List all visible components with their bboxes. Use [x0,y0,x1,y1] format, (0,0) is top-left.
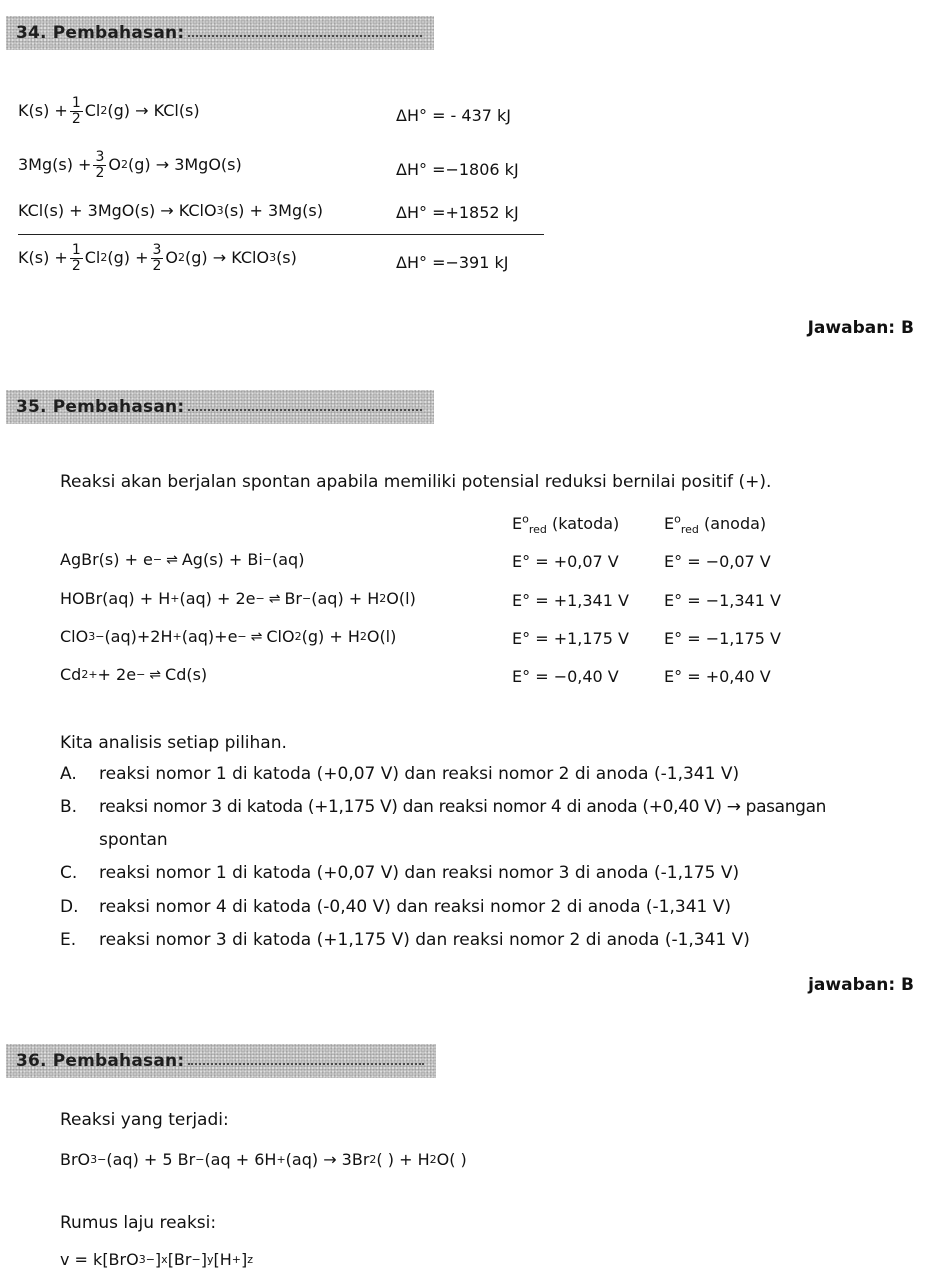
reaction-34-2: 3Mg(s) + $\frac{3}{2}$ O 2 (g) → 3MgO(s) [18,149,242,181]
reaction-34-total: K(s) + $\frac{1}{2}$ Cl 2 (g) + $\frac{3}{2}$ O 2 (g) → KClO 3 (s) [18,242,297,274]
potential-katoda: E° = −0,40 V [512,667,619,686]
potential-anoda: E° = −1,175 V [664,629,781,648]
equilibrium-arrow-icon: ⇌ [166,552,178,568]
section-36-header [6,1044,436,1078]
option-letter-c: C. [60,863,78,883]
option-text-d: reaksi nomor 4 di katoda (-0,40 V) dan reaksi nomor 2 di anoda (-1,341 V) [99,897,731,917]
dotted-leader [188,1063,424,1065]
potential-katoda: E° = +0,07 V [512,552,619,571]
enthalpy-34-2: ΔH° =−1806 kJ [396,160,519,179]
option-letter-e: E. [60,930,77,950]
equilibrium-arrow-icon: ⇌ [149,667,162,683]
option-letter-b: B. [60,797,78,817]
reaction-label: Reaksi yang terjadi: [60,1110,229,1130]
section-title: Pembahasan: [52,1051,185,1071]
dotted-leader [188,409,422,411]
option-text-b-cont: spontan [99,830,168,850]
sum-line [18,234,544,235]
dotted-leader [188,35,422,37]
col-header-katoda: $E^o_{red}$ (katoda) [512,512,620,537]
reduction-reaction-4: Cd 2+ + 2e − ⇌ Cd(s) [60,665,208,684]
section-35-header [6,390,434,424]
enthalpy-34-3: ΔH° =+1852 kJ [396,203,519,222]
reduction-reaction-3: ClO 3 − (aq)+2H + (aq)+e − ⇌ ClO 2 (g) + H 2 O(l) [60,627,397,646]
intro-text: Reaksi akan berjalan spontan apabila memiliki potensial reduksi bernilai positif (+). [60,472,772,492]
equilibrium-arrow-icon: ⇌ [250,629,263,645]
potential-anoda: E° = +0,40 V [664,667,771,686]
reduction-reaction-1: AgBr(s) + e − ⇌ Ag(s) + Bi − (aq) [60,550,305,569]
equilibrium-arrow-icon: ⇌ [268,591,281,607]
potential-anoda: E° = −1,341 V [664,591,781,610]
reaction-34-1: K(s) + $\frac{1}{2}$ Cl 2 (g) → KCl(s) [18,95,200,127]
section-number: 34. [16,23,47,43]
section-number: 36. [16,1051,47,1071]
potential-anoda: E° = −0,07 V [664,552,771,571]
answer-34: Jawaban: B [807,318,914,338]
section-number: 35. [16,397,47,417]
reaction-34-3: KCl(s) + 3MgO(s) → KClO 3 (s) + 3Mg(s) [18,201,323,220]
enthalpy-34-total: ΔH° =−391 kJ [396,253,509,272]
option-letter-d: D. [60,897,79,917]
option-text-c: reaksi nomor 1 di katoda (+0,07 V) dan reaksi nomor 3 di anoda (-1,175 V) [99,863,740,883]
analysis-text: Kita analisis setiap pilihan. [60,733,287,753]
option-text-b: reaksi nomor 3 di katoda (+1,175 V) dan reaksi nomor 4 di anoda (+0,40 V) → pasangan [99,797,827,817]
potential-katoda: E° = +1,175 V [512,629,629,648]
enthalpy-34-1: ΔH° = - 437 kJ [396,106,512,125]
rate-law-equation: v = k[BrO 3 − ] x [Br − ] y [H + ] z [60,1250,253,1269]
option-letter-a: A. [60,764,77,784]
potential-katoda: E° = +1,341 V [512,591,629,610]
overall-reaction: BrO 3 − (aq) + 5 Br − (aq + 6H + (aq) → 3Br 2 ( ) + H 2 O( ) [60,1150,467,1169]
answer-35: jawaban: B [808,975,914,995]
section-title: Pembahasan: [52,23,185,43]
reduction-reaction-2: HOBr(aq) + H + (aq) + 2e − ⇌ Br − (aq) + H 2 O(l) [60,589,416,608]
section-title: Pembahasan: [52,397,185,417]
col-header-anoda: $E^o_{red}$ (anoda) [664,512,767,537]
section-34-header [6,16,434,50]
option-text-e: reaksi nomor 3 di katoda (+1,175 V) dan reaksi nomor 2 di anoda (-1,341 V) [99,930,750,950]
rate-law-label: Rumus laju reaksi: [60,1213,217,1233]
option-text-a: reaksi nomor 1 di katoda (+0,07 V) dan reaksi nomor 2 di anoda (-1,341 V) [99,764,740,784]
